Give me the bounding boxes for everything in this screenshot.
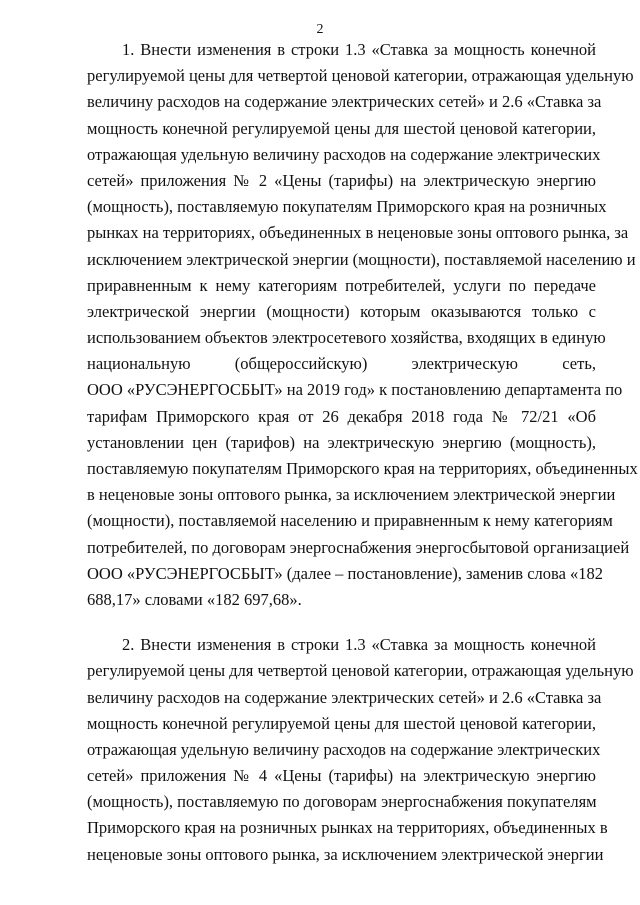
- paragraph-line: использованием объектов электросетевого хозяйства, входящих в единую: [87, 328, 606, 348]
- paragraph-line: электрической энергии (мощности) которым оказываются только с: [87, 301, 596, 321]
- paragraph-line: тарифам Приморского края от 26 декабря 2018 года № 72/21 «Об: [87, 406, 596, 426]
- paragraph-line: поставляемую покупателям Приморского края на территориях, объединенных: [87, 459, 638, 478]
- paragraph-line: потребителей, по договорам энергоснабжения энергосбытовой организацией: [87, 537, 630, 557]
- paragraph-line: мощность конечной регулируемой цены для шестой ценовой категории,: [87, 118, 596, 138]
- paragraph-2: [87, 632, 634, 868]
- paragraph-line: сетей» приложения № 4 «Цены (тарифы) на электрическую энергию: [87, 766, 596, 786]
- document-body: [87, 37, 638, 868]
- paragraph-line: в неценовые зоны оптового рынка, за исключением электрической энергии: [87, 485, 616, 505]
- paragraph-line: сетей» приложения № 2 «Цены (тарифы) на электрическую энергию: [87, 170, 596, 190]
- paragraph-line: 688,17» словами «182 697,68».: [87, 589, 302, 609]
- paragraph-line: исключением электрической энергии (мощности), поставляемой населению и: [87, 249, 636, 269]
- paragraph-line: регулируемой цены для четвертой ценовой категории, отражающая удельную: [87, 66, 634, 86]
- paragraph-line: приравненным к нему категориям потребителей, услуги по передаче: [87, 275, 596, 295]
- paragraph-line: (мощность), поставляемую покупателям Приморского края на розничных: [87, 197, 607, 217]
- page-number: 2: [316, 22, 324, 37]
- paragraph-line: национальную (общероссийскую) электрическую сеть,: [87, 354, 596, 374]
- paragraph-line: установлении цен (тарифов) на электрическую энергию (мощность),: [87, 432, 596, 452]
- paragraph-line: Приморского края на розничных рынках на территориях, объединенных в: [87, 818, 608, 838]
- paragraph-1: [87, 37, 638, 613]
- paragraph-line: (мощность), поставляемую по договорам энергоснабжения покупателям: [87, 792, 597, 812]
- paragraph-line: величину расходов на содержание электрических сетей» и 2.6 «Ставка за: [87, 92, 602, 112]
- paragraph-line: ООО «РУСЭНЕРГОСБЫТ» (далее – постановление), заменив слова «182: [87, 563, 604, 583]
- paragraph-line: регулируемой цены для четвертой ценовой категории, отражающая удельную: [87, 661, 634, 681]
- paragraph-line: ООО «РУСЭНЕРГОСБЫТ» на 2019 год» к постановлению департамента по: [87, 380, 623, 400]
- paragraph-line: неценовые зоны оптового рынка, за исключением электрической энергии: [87, 844, 604, 864]
- paragraph-line: рынках на территориях, объединенных в неценовые зоны оптового рынка, за: [87, 223, 629, 243]
- paragraph-line: 2. Внести изменения в строки 1.3 «Ставка за мощность конечной: [122, 635, 596, 655]
- paragraph-line: (мощности), поставляемой населению и приравненным к нему категориям: [87, 511, 613, 531]
- paragraph-line: мощность конечной регулируемой цены для шестой ценовой категории,: [87, 713, 596, 733]
- paragraph-line: величину расходов на содержание электрических сетей» и 2.6 «Ставка за: [87, 687, 602, 707]
- paragraph-spacer: [87, 613, 596, 632]
- paragraph-line: отражающая удельную величину расходов на содержание электрических: [87, 739, 601, 759]
- paragraph-line: 1. Внести изменения в строки 1.3 «Ставка за мощность конечной: [122, 40, 596, 59]
- paragraph-line: отражающая удельную величину расходов на содержание электрических: [87, 144, 601, 164]
